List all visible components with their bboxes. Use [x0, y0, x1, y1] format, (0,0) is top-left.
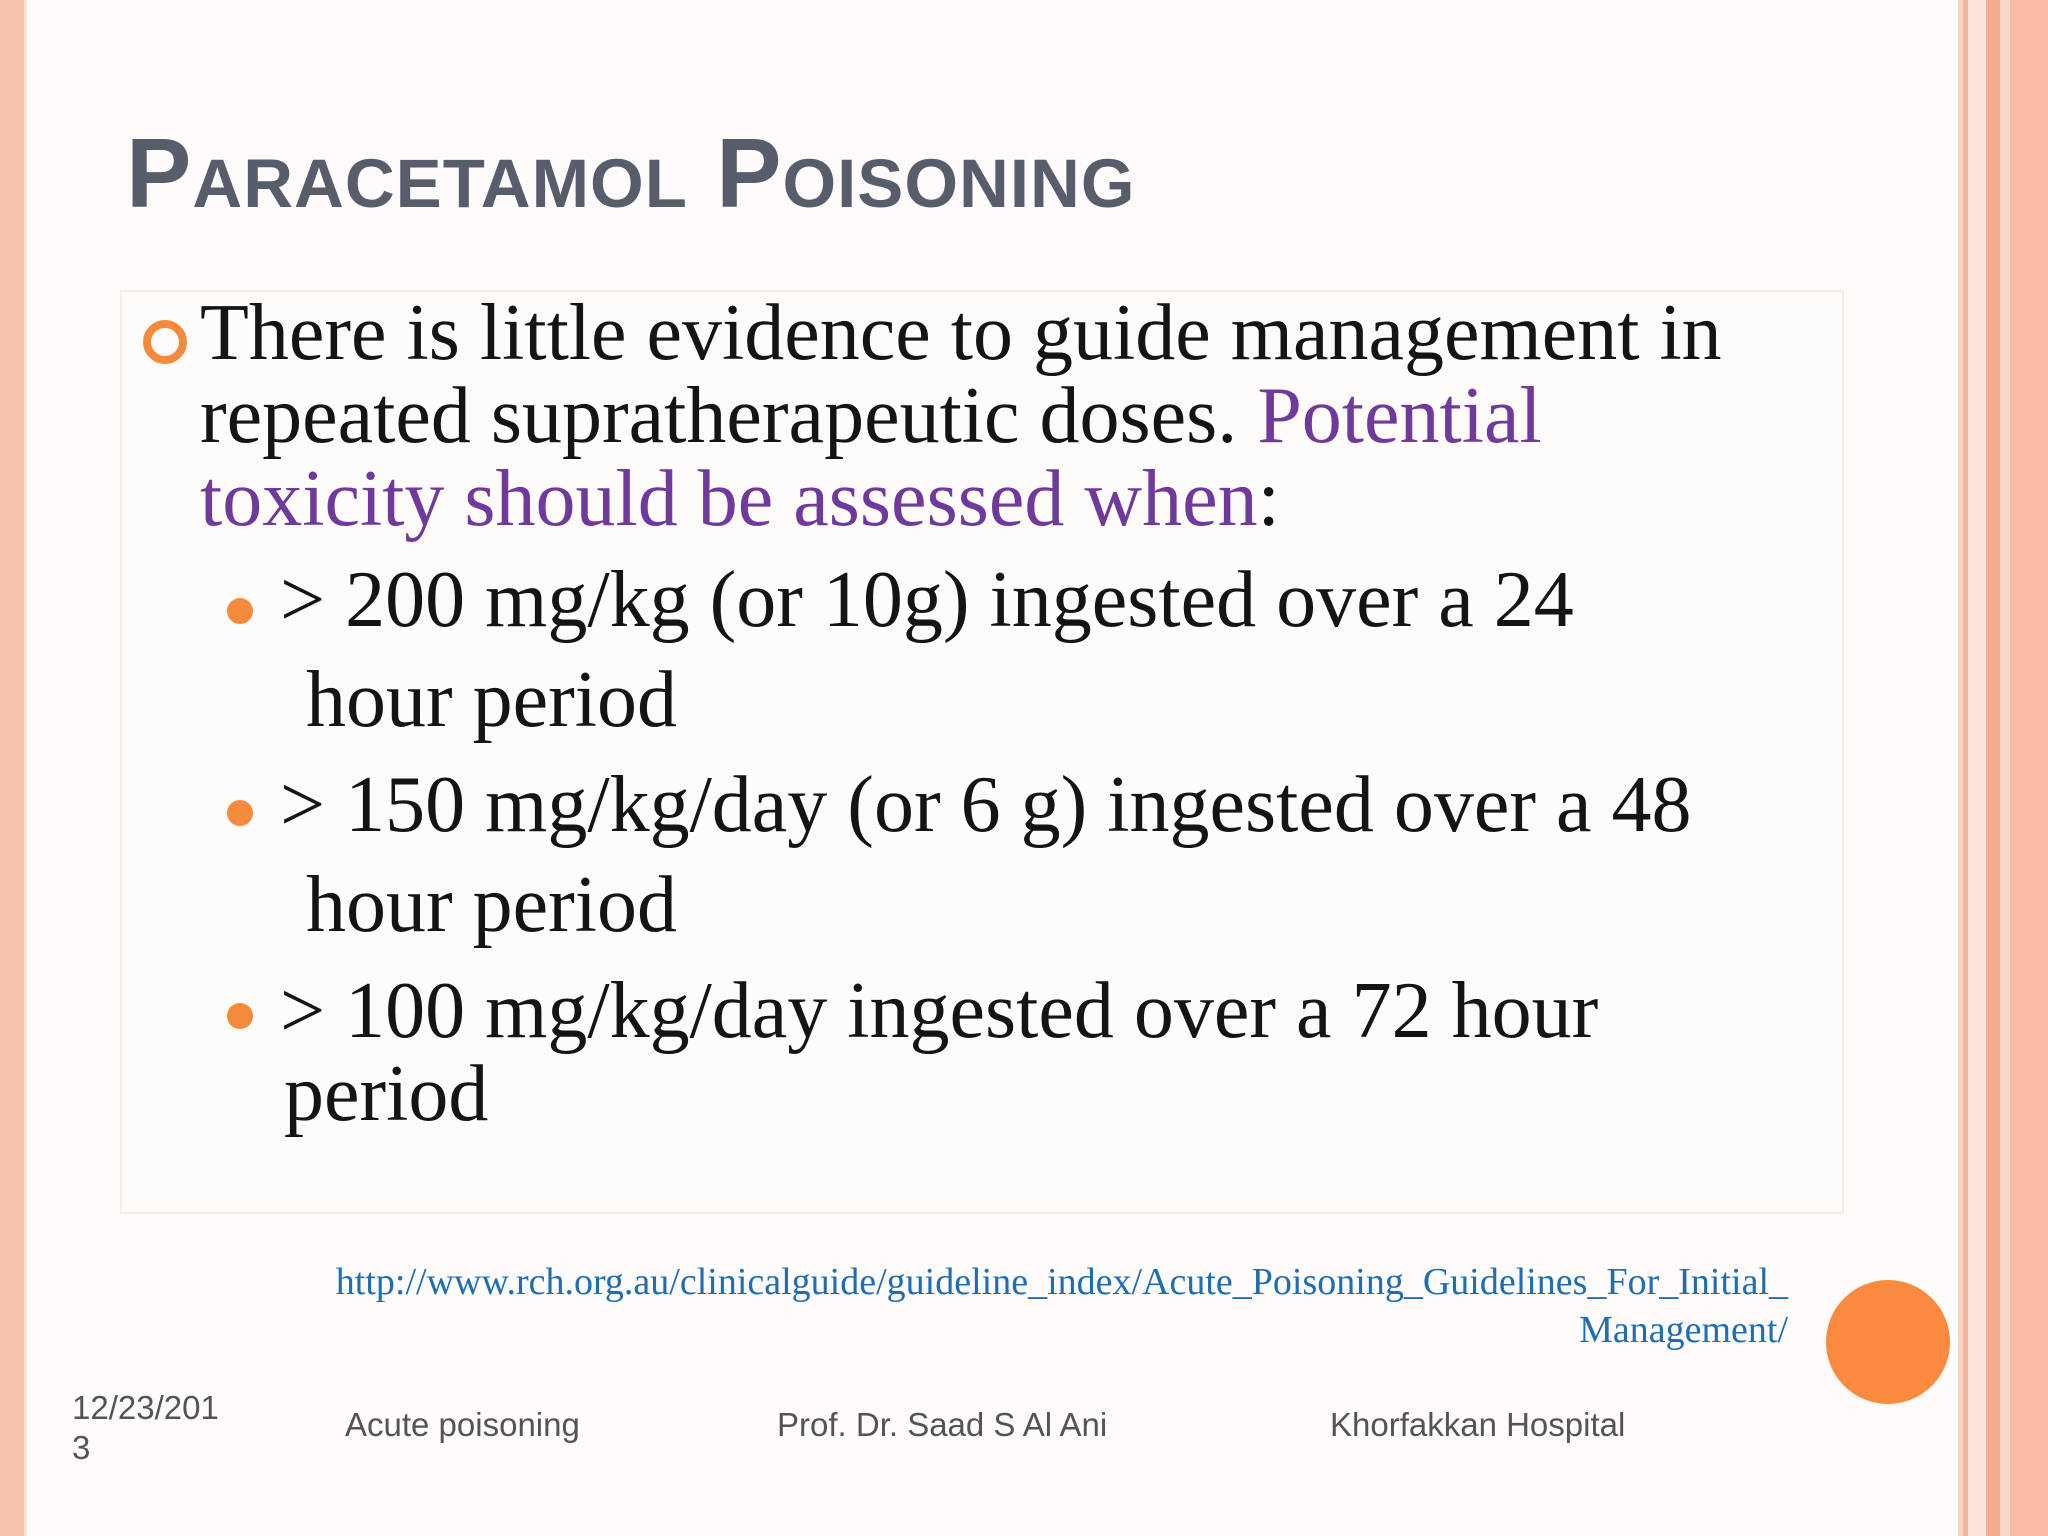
left-border-inner-stripe: [24, 0, 27, 1536]
sub-bullet-3-line1: > 100 mg/kg/day ingested over a 72 hour: [280, 967, 1599, 1055]
footer-topic: Acute poisoning: [345, 1406, 580, 1443]
sub-bullet-1-line1: > 200 mg/kg (or 10g) ingested over a 24: [280, 556, 1574, 644]
decorative-circle-icon: [1826, 1280, 1950, 1404]
sub-bullet-1-line2: hour period: [306, 656, 678, 744]
dot-bullet-icon: [227, 800, 253, 826]
slide-title: Paracetamol Poisoning: [126, 118, 1136, 228]
right-border-stripe-6: [2010, 0, 2048, 1536]
left-border-stripe: [0, 0, 24, 1536]
reference-link-line2[interactable]: Management: [1579, 1309, 1778, 1351]
right-border-stripe-3: [1968, 0, 1986, 1536]
dot-bullet-icon: [227, 1003, 253, 1029]
intro-paragraph: [200, 289, 1800, 543]
right-border-stripe-5: [2000, 0, 2010, 1536]
footer-author: Prof. Dr. Saad S Al Ani: [777, 1406, 1108, 1443]
reference-link[interactable]: [266, 1258, 1788, 1354]
intro-highlight-text: Potential toxicity should be assessed when: [200, 372, 1542, 543]
right-border-stripe-4: [1986, 0, 2000, 1536]
dot-bullet-icon: [227, 598, 253, 624]
reference-link-line2-wrap[interactable]: [266, 1306, 1788, 1354]
intro-colon: :: [1257, 455, 1280, 543]
sub-bullet-2-line1: > 150 mg/kg/day (or 6 g) ingested over a 48: [280, 761, 1692, 849]
footer-date: 12/23/2013: [72, 1389, 219, 1466]
sub-bullet-2-line2: hour period: [306, 861, 678, 949]
sub-bullet-2: [280, 755, 1860, 955]
sub-bullet-3-line2: period: [284, 1050, 489, 1138]
ring-bullet-icon: [143, 320, 187, 364]
intro-text: There is little evidence to guide management in repeated supratherapeutic doses.: [200, 289, 1722, 460]
sub-bullet-1: [280, 550, 1860, 750]
sub-bullet-3: [280, 967, 1860, 1138]
footer-hospital: Khorfakkan Hospital: [1330, 1406, 1626, 1443]
reference-link-line1[interactable]: http://www.rch.org.au/clinicalguide/guideline_index/Acute_Poisoning_Guidelines_For_Initial_: [335, 1261, 1788, 1303]
reference-link-slash: /: [1777, 1309, 1788, 1351]
